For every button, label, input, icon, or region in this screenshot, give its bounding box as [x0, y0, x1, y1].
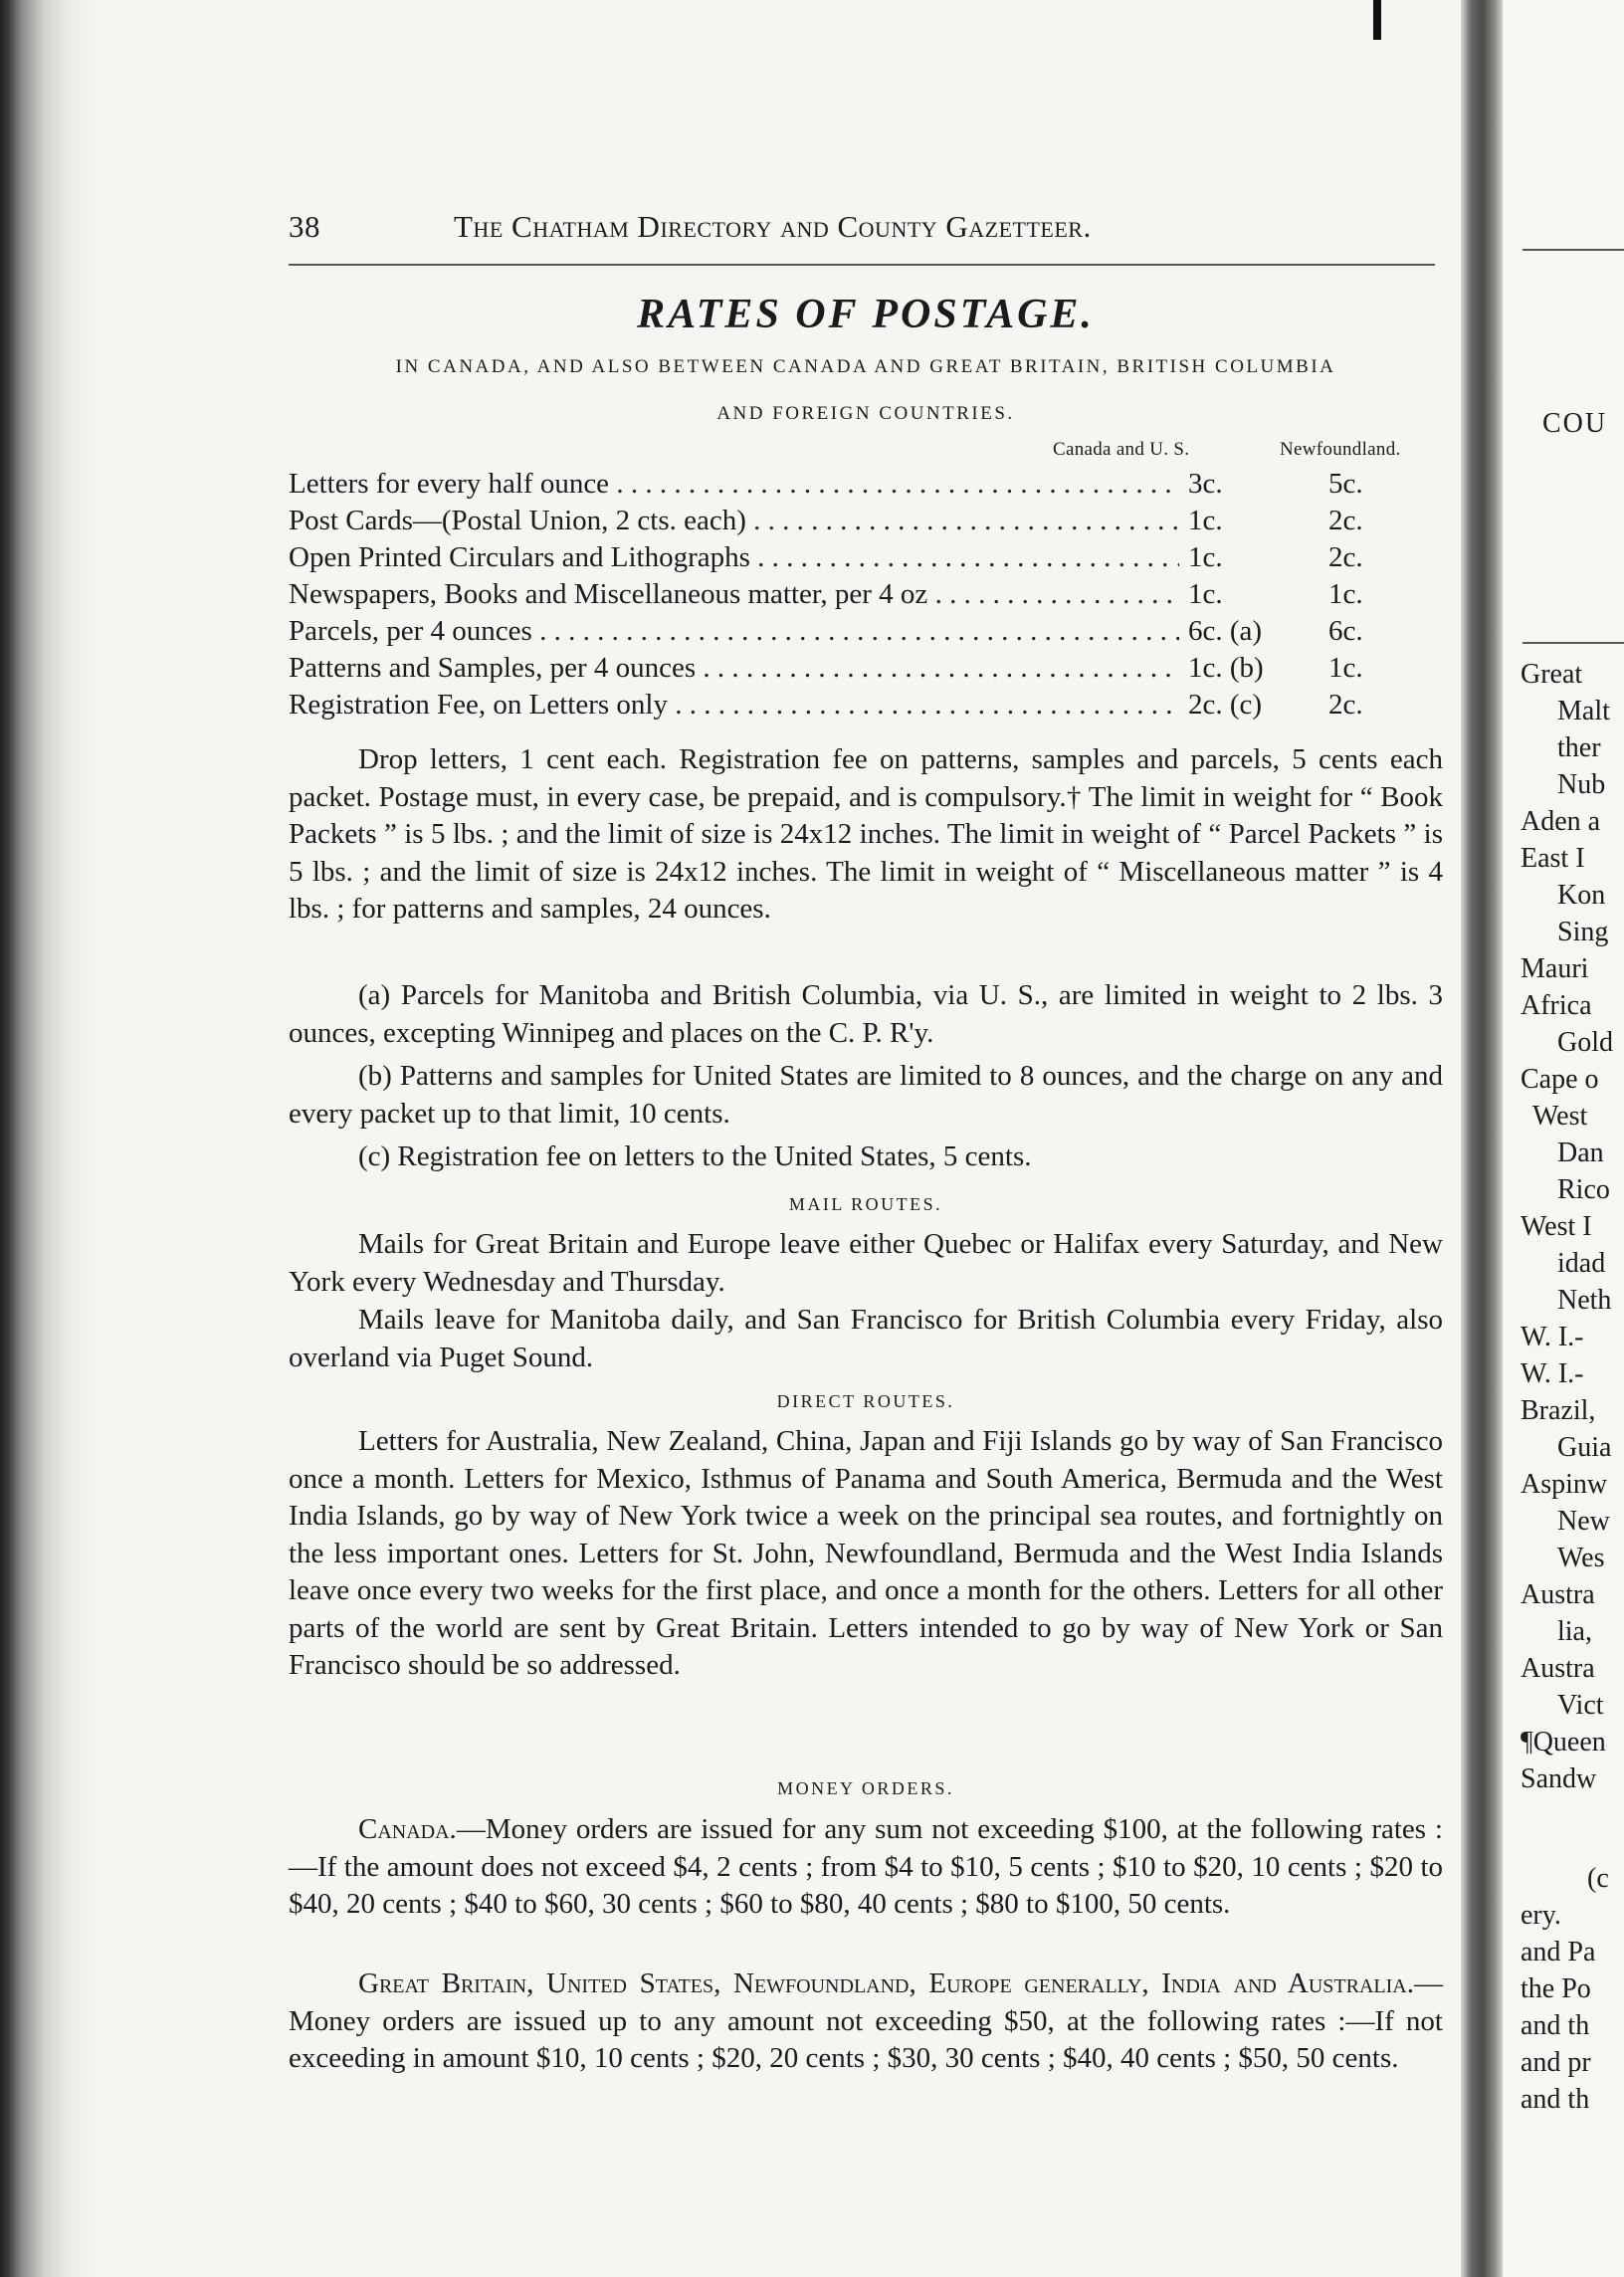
facing-page-line: Great [1521, 659, 1583, 690]
page-number: 38 [289, 209, 320, 244]
mail-routes-paragraph-2: Mails leave for Manitoba daily, and San Francisco for British Columbia every Friday, also overland via Puget Sound. [289, 1304, 1443, 1373]
rate-item: Newspapers, Books and Miscellaneous matter, per 4 oz . . . [289, 578, 1179, 611]
money-orders-canada-paragraph [289, 1811, 1443, 1924]
facing-page-line: Rico [1557, 1174, 1610, 1205]
facing-page-rule [1522, 249, 1624, 251]
rate-item: Parcels, per 4 ounces . . . [289, 615, 1179, 648]
facing-page-line: and Pa [1521, 1937, 1596, 1967]
mail-routes-paragraph-1: Mails for Great Britain and Europe leave either Quebec or Halifax every Saturday, and New York every Wednesday and Thursday. [289, 1228, 1443, 1298]
rate-newfoundland: 2c. [1328, 689, 1363, 721]
facing-page-line: Cape o [1521, 1064, 1599, 1095]
facing-page-rule [1522, 642, 1624, 644]
rate-item: Registration Fee, on Letters only . . . [289, 689, 1179, 722]
rate-item: Open Printed Circulars and Lithographs . . . [289, 541, 1179, 574]
rate-newfoundland: 5c. [1328, 468, 1363, 500]
facing-page-line: Brazil, [1521, 1395, 1596, 1426]
facing-page-line: lia, [1557, 1616, 1592, 1647]
rate-row [289, 652, 1403, 689]
rate-newfoundland: 2c. [1328, 505, 1363, 536]
rate-row [289, 578, 1403, 615]
rate-item: Letters for every half ounce . . . [289, 468, 1179, 501]
direct-routes-heading: DIRECT ROUTES. [776, 1391, 955, 1411]
facing-page-line: Gold [1557, 1027, 1613, 1058]
rate-canada-us: 2c. (c) [1184, 689, 1262, 722]
facing-page-line: Sandw [1521, 1763, 1597, 1794]
facing-page-line: ¶Queen [1521, 1727, 1606, 1758]
facing-page-line: Mauri [1521, 953, 1589, 984]
facing-page-heading: COU [1542, 408, 1608, 439]
facing-page-line: W. I.- [1521, 1322, 1584, 1352]
left-page [289, 0, 1443, 2277]
facing-page-line: Aspinw [1521, 1469, 1608, 1500]
facing-page-line: the Po [1521, 1973, 1591, 2004]
facing-page-line: Aden a [1521, 806, 1601, 837]
rate-canada-us: 1c. [1184, 541, 1223, 574]
rate-item: Patterns and Samples, per 4 ounces . . . [289, 652, 1179, 685]
note-b-paragraph: (b) Patterns and samples for United States are limited to 8 ounces, and the charge on any and every packet up to that limit, 10 cents. [289, 1060, 1443, 1130]
facing-page-line: Wes [1557, 1543, 1605, 1573]
rate-row [289, 689, 1403, 725]
rate-newfoundland: 2c. [1328, 541, 1363, 573]
rate-newfoundland: 6c. [1328, 615, 1363, 647]
rate-row [289, 505, 1403, 541]
money-orders-international-paragraph [289, 1966, 1443, 2078]
facing-page-line: West I [1521, 1211, 1592, 1242]
facing-page-line: Guia [1557, 1432, 1612, 1463]
note-a-paragraph: (a) Parcels for Manitoba and British Columbia, via U. S., are limited in weight to 2 lbs. 3 ounces, excepting Winnipeg and places on the C. P. R'y. [289, 979, 1443, 1049]
facing-page-line: ther [1557, 732, 1601, 763]
rate-canada-us: 3c. [1184, 468, 1223, 501]
facing-page-line: Malt [1557, 696, 1610, 726]
facing-page-line: East I [1521, 843, 1585, 874]
rate-row [289, 541, 1403, 578]
subtitle-line-2: AND FOREIGN COUNTRIES. [716, 403, 1015, 424]
facing-page-line: Nub [1557, 769, 1606, 800]
facing-page-line: idad [1557, 1248, 1606, 1279]
facing-page-line: Austra [1521, 1653, 1595, 1684]
facing-page-line: Sing [1557, 917, 1609, 947]
facing-page-line: New [1557, 1506, 1610, 1537]
rate-item: Post Cards—(Postal Union, 2 cts. each) . . . [289, 505, 1179, 537]
canada-text: —Money orders are issued for any sum not exceeding $100, at the following rates :—If the amount does not exceed $4, 2 cents ; from $4 to $10, 5 cents ; $10 to $20, 10 cents ; $20 to $40, 20 cents ; $40 to $60, 30 cents ; $60 to $80, 40 cents ; $80 to $100, 50 cents. [289, 1813, 1443, 1920]
running-title: The Chatham Directory and County Gazetteer. [454, 209, 1092, 244]
international-label: Great Britain, United States, Newfoundland, Europe generally, India and Australia. [358, 1967, 1414, 1999]
page-edge-shadow [0, 0, 100, 2277]
drop-letters-paragraph: Drop letters, 1 cent each. Registration fee on patterns, samples and parcels, 5 cents each packet. Postage must, in every case, be prepaid, and is compulsory.† The limit in weight for “ Book Packets ” is 5 lbs. ; and the limit of size is 24x12 inches. The limit in weight of “ Parcel Packets ” is 5 lbs. ; and the limit of size is 24x12 inches. The limit in weight of “ Miscellaneous matter ” is 4 lbs. ; for patterns and samples, 24 ounces. [289, 743, 1443, 925]
canada-label: Canada. [358, 1813, 457, 1845]
facing-page-line: ery. [1521, 1900, 1561, 1931]
rate-canada-us: 1c. (b) [1184, 652, 1264, 685]
international-text: —Money orders are issued up to any amount not exceeding $50, at the following rates :—If not exceeding in amount $10, 10 cents ; $20, 20 cents ; $30, 30 cents ; $40, 40 cents ; $50, 50 cents. [289, 1967, 1443, 2074]
rate-newfoundland: 1c. [1328, 578, 1363, 610]
facing-page-line: West [1532, 1101, 1588, 1132]
facing-page-line: and pr [1521, 2047, 1591, 2078]
facing-page-line: Dan [1557, 1138, 1604, 1168]
facing-page-line: and th [1521, 2010, 1590, 2041]
facing-page-line: Kon [1557, 880, 1606, 911]
rate-canada-us: 1c. [1184, 505, 1223, 537]
rate-canada-us: 6c. (a) [1184, 615, 1262, 648]
mail-routes-heading: MAIL ROUTES. [788, 1194, 943, 1214]
direct-routes-paragraph: Letters for Australia, New Zealand, China, Japan and Fiji Islands go by way of San Francisco once a month. Letters for Mexico, Isthmus of Panama and South America, Bermuda and the West India Islands, go by way of New York twice a week on the principal sea routes, and fortnightly on the less important ones. Letters for St. John, Newfoundland, Bermuda and the West India Islands leave once every two weeks for the first place, and once a month for the others. Letters for all other parts of the world are sent by Great Britain. Letters intended to go by way of New York or San Francisco should be so addressed. [289, 1425, 1443, 1681]
book-gutter [1461, 0, 1503, 2277]
rate-row [289, 615, 1403, 652]
money-orders-heading: MONEY ORDERS. [777, 1778, 954, 1798]
facing-page [1503, 0, 1624, 2277]
facing-page-line: and th [1521, 2084, 1590, 2115]
subtitle-line-1: IN CANADA, AND ALSO BETWEEN CANADA AND GREAT BRITAIN, BRITISH COLUMBIA [395, 356, 1336, 377]
facing-page-line: Africa [1521, 990, 1592, 1021]
note-c-paragraph: (c) Registration fee on letters to the United States, 5 cents. [358, 1140, 1032, 1172]
page-title: RATES OF POSTAGE. [637, 292, 1095, 337]
facing-page-line: W. I.- [1521, 1358, 1584, 1389]
rate-row [289, 468, 1403, 505]
column-header-newfoundland: Newfoundland. [1280, 439, 1401, 460]
facing-page-line: Vict [1557, 1690, 1604, 1721]
page-header [289, 209, 1443, 249]
rate-canada-us: 1c. [1184, 578, 1223, 611]
rate-newfoundland: 1c. [1328, 652, 1363, 684]
facing-page-line: Neth [1557, 1285, 1612, 1316]
header-rule [289, 264, 1435, 266]
column-header-canada-us: Canada and U. S. [1053, 439, 1190, 460]
facing-page-line: (c [1587, 1863, 1609, 1894]
facing-page-line: Austra [1521, 1579, 1595, 1610]
